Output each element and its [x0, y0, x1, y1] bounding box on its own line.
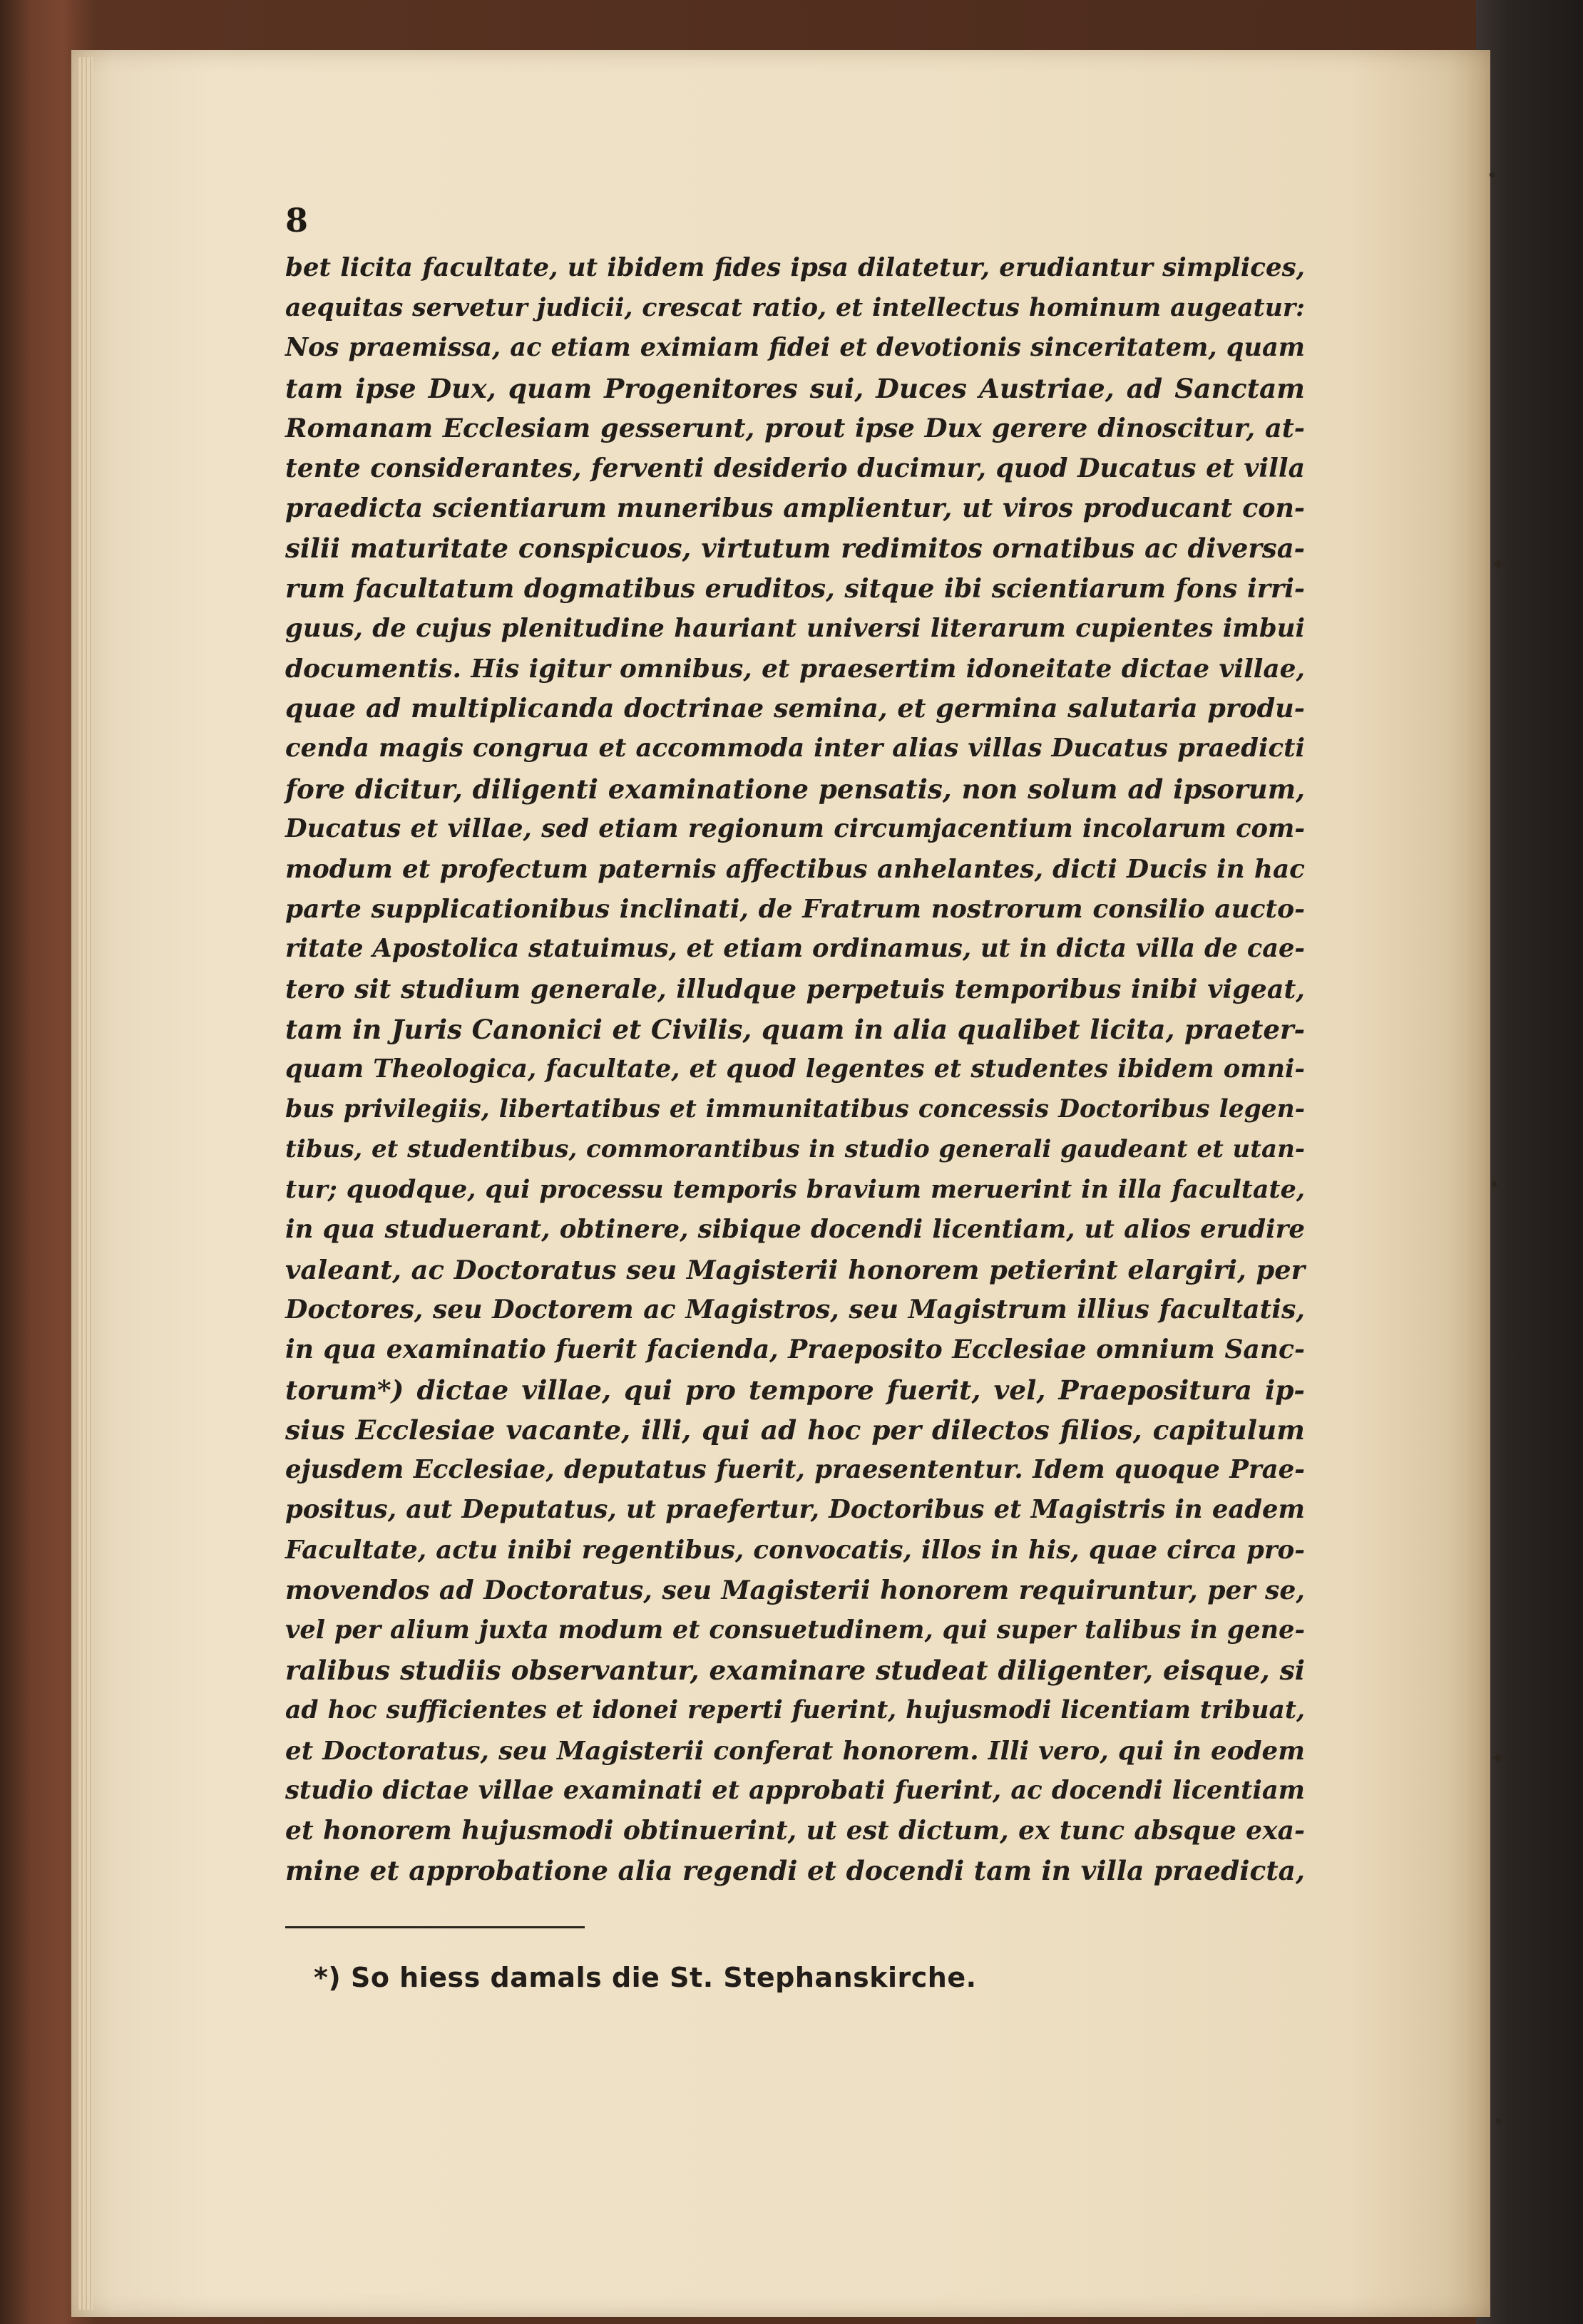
text-line: ejusdem Ecclesiae, deputatus fuerit, praesententur. Idem quoque Prae- [285, 1455, 1305, 1485]
stain-mark: ✦ [1490, 1748, 1506, 1769]
body-text [285, 248, 1305, 1891]
text-line: Nos praemissa, ac etiam eximiam fidei et devotionis sinceritatem, quam [285, 333, 1305, 363]
text-line: bus privilegiis, libertatibus et immunitatibus concessis Doctoribus legen- [285, 1095, 1305, 1124]
text-line: quae ad multiplicanda doctrinae semina, et germina salutaria produ- [285, 693, 1305, 724]
text-line: Facultate, actu inibi regentibus, convocatis, illos in his, quae circa pro- [285, 1535, 1305, 1565]
stain-mark: • [1487, 165, 1498, 187]
text-line: et Doctoratus, seu Magisterii conferat honorem. Illi vero, qui in eodem [285, 1735, 1305, 1766]
text-line: sius Ecclesiae vacante, illi, qui ad hoc per dilectos filios, capitulum [285, 1414, 1305, 1446]
book-board-edge [1476, 0, 1583, 2324]
page-number: 8 [285, 201, 309, 240]
text-line: positus, aut Deputatus, ut praefertur, Doctoribus et Magistris in eadem [285, 1495, 1305, 1525]
text-line: modum et profectum paternis affectibus anhelantes, dicti Ducis in hac [285, 854, 1305, 885]
text-line: aequitas servetur judicii, crescat ratio, et intellectus hominum augeatur: [285, 293, 1305, 323]
text-line: torum*) dictae villae, qui pro tempore fuerit, vel, Praepositura ip- [285, 1374, 1305, 1406]
text-line: vel per alium juxta modum et consuetudinem, qui super talibus in gene- [285, 1615, 1305, 1645]
text-line: quam Theologica, facultate, et quod legentes et studentes ibidem omni- [285, 1054, 1305, 1084]
text-line: et honorem hujusmodi obtinuerint, ut est dictum, ex tunc absque exa- [285, 1814, 1305, 1846]
text-line: tam ipse Dux, quam Progenitores sui, Duces Austriae, ad Sanctam [285, 372, 1305, 404]
text-line: ad hoc sufficientes et idonei reperti fuerint, hujusmodi licentiam tribuat, [285, 1696, 1305, 1725]
text-line: movendos ad Doctoratus, seu Magisterii honorem requiruntur, per se, [285, 1574, 1305, 1605]
footnote: *) So hiess damals die St. Stephanskirche. [314, 1962, 977, 1993]
text-line: rum facultatum dogmatibus eruditos, sitque ibi scientiarum fons irri- [285, 572, 1305, 604]
text-line: tente considerantes, ferventi desiderio ducimur, quod Ducatus et villa [285, 453, 1305, 484]
text-line: in qua examinatio fuerit facienda, Praeposito Ecclesiae omnium Sanc- [285, 1334, 1305, 1365]
text-line: mine et approbatione alia regendi et docendi tam in villa praedicta, [285, 1855, 1305, 1887]
page-edges [77, 57, 93, 2310]
text-line: tero sit studium generale, illudque perpetuis temporibus inibi vigeat, [285, 973, 1305, 1004]
text-line: ritate Apostolica statuimus, et etiam ordinamus, ut in dicta villa de cae- [285, 934, 1305, 964]
text-line: Romanam Ecclesiam gesserunt, prout ipse Dux gerere dinoscitur, at- [285, 412, 1305, 443]
text-line: tur; quodque, qui processu temporis bravium meruerint in illa facultate, [285, 1174, 1305, 1204]
stain-mark: ✦ [1490, 555, 1506, 576]
stain-mark: • [1493, 2112, 1505, 2133]
text-line: Ducatus et villae, sed etiam regionum circumjacentium incolarum com- [285, 813, 1305, 843]
text-line: silii maturitate conspicuos, virtutum redimitos ornatibus ac diversa- [285, 533, 1305, 565]
text-line: valeant, ac Doctoratus seu Magisterii honorem petierint elargiri, per [285, 1254, 1305, 1286]
text-line: tam in Juris Canonici et Civilis, quam in alia qualibet licita, praeter- [285, 1013, 1305, 1045]
text-line: ralibus studiis observantur, examinare studeat diligenter, eisque, si [285, 1655, 1305, 1687]
text-line: studio dictae villae examinati et approbati fuerint, ac docendi licentiam [285, 1775, 1305, 1805]
text-line: praedicta scientiarum muneribus amplientur, ut viros producant con- [285, 493, 1305, 524]
text-line: parte supplicationibus inclinati, de Fratrum nostrorum consilio aucto- [285, 894, 1305, 925]
text-line: in qua studuerant, obtinere, sibique docendi licentiam, ut alios erudire [285, 1214, 1305, 1244]
text-line: Doctores, seu Doctorem ac Magistros, seu Magistrum illius facultatis, [285, 1294, 1305, 1325]
stain-mark: • [1489, 1175, 1500, 1196]
text-line: documentis. His igitur omnibus, et praesertim idoneitate dictae villae, [285, 654, 1305, 684]
text-line: cenda magis congrua et accommoda inter alias villas Ducatus praedicti [285, 734, 1305, 763]
text-line: bet licita facultate, ut ibidem fides ipsa dilatetur, erudiantur simplices, [285, 253, 1305, 282]
text-line: fore dicitur, diligenti examinatione pensatis, non solum ad ipsorum, [285, 773, 1305, 805]
text-line: guus, de cujus plenitudine hauriant universi literarum cupientes imbui [285, 613, 1305, 643]
footnote-rule [285, 1926, 585, 1928]
text-line: tibus, et studentibus, commorantibus in studio generali gaudeant et utan- [285, 1135, 1305, 1164]
